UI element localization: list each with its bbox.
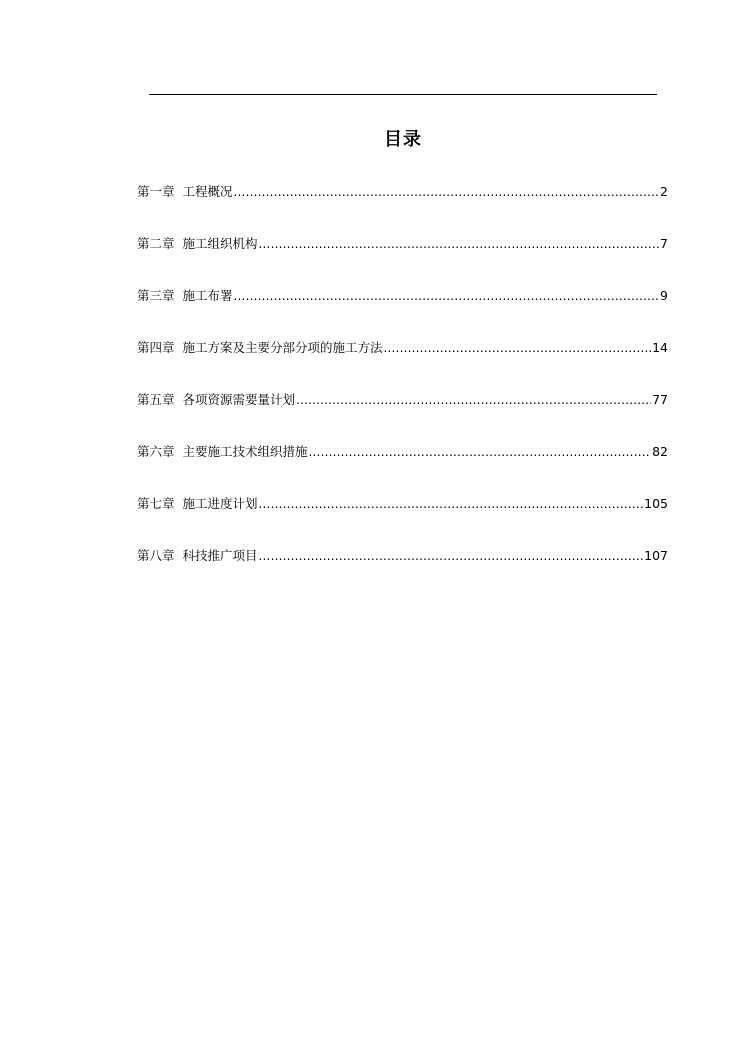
toc-chapter-label: 第一章	[137, 184, 175, 199]
toc-chapter-name: 施工方案及主要分部分项的施工方法	[182, 340, 383, 355]
toc-chapter-label: 第六章	[137, 444, 175, 459]
toc-chapter-label: 第三章	[137, 288, 175, 303]
toc-chapter-label: 第八章	[137, 548, 175, 563]
toc-chapter-name: 施工布署	[182, 288, 233, 303]
toc-page-number: 14	[652, 340, 668, 355]
toc-entry-4[interactable]	[137, 338, 668, 390]
toc-entry-7[interactable]	[137, 494, 668, 546]
toc-chapter-label: 第四章	[137, 340, 175, 355]
toc-chapter-label: 第五章	[137, 392, 175, 407]
toc-entry-6[interactable]	[137, 442, 668, 494]
toc-page-number: 107	[644, 548, 668, 563]
toc-chapter-name: 科技推广项目	[182, 548, 258, 563]
toc-title: 目录	[384, 129, 422, 150]
toc-entry-3[interactable]	[137, 286, 668, 338]
toc-dot-leader	[259, 234, 660, 254]
toc-dot-leader	[234, 286, 660, 306]
toc-page-number: 9	[660, 288, 668, 303]
toc-dot-leader	[259, 546, 644, 566]
toc-entry-1[interactable]	[137, 182, 668, 234]
toc-chapter-name: 工程概况	[182, 184, 233, 199]
toc-page-number: 105	[644, 496, 668, 511]
toc-chapter-name: 施工组织机构	[182, 236, 258, 251]
toc-dot-leader	[309, 442, 652, 462]
toc-page-number: 77	[652, 392, 668, 407]
toc-chapter-label: 第七章	[137, 496, 175, 511]
toc-dot-leader	[384, 338, 652, 358]
toc-chapter-name: 主要施工技术组织措施	[182, 444, 308, 459]
toc-list	[137, 182, 668, 598]
toc-page-number: 82	[652, 444, 668, 459]
toc-entry-5[interactable]	[137, 390, 668, 442]
toc-entry-2[interactable]	[137, 234, 668, 286]
toc-chapter-name: 各项资源需要量计划	[182, 392, 296, 407]
toc-page-number: 7	[660, 236, 668, 251]
toc-dot-leader	[296, 390, 651, 410]
toc-chapter-label: 第二章	[137, 236, 175, 251]
toc-dot-leader	[234, 182, 660, 202]
toc-page-number: 2	[660, 184, 668, 199]
toc-chapter-name: 施工进度计划	[182, 496, 258, 511]
toc-dot-leader	[259, 494, 644, 514]
toc-entry-8[interactable]	[137, 546, 668, 598]
header-rule	[149, 94, 657, 95]
